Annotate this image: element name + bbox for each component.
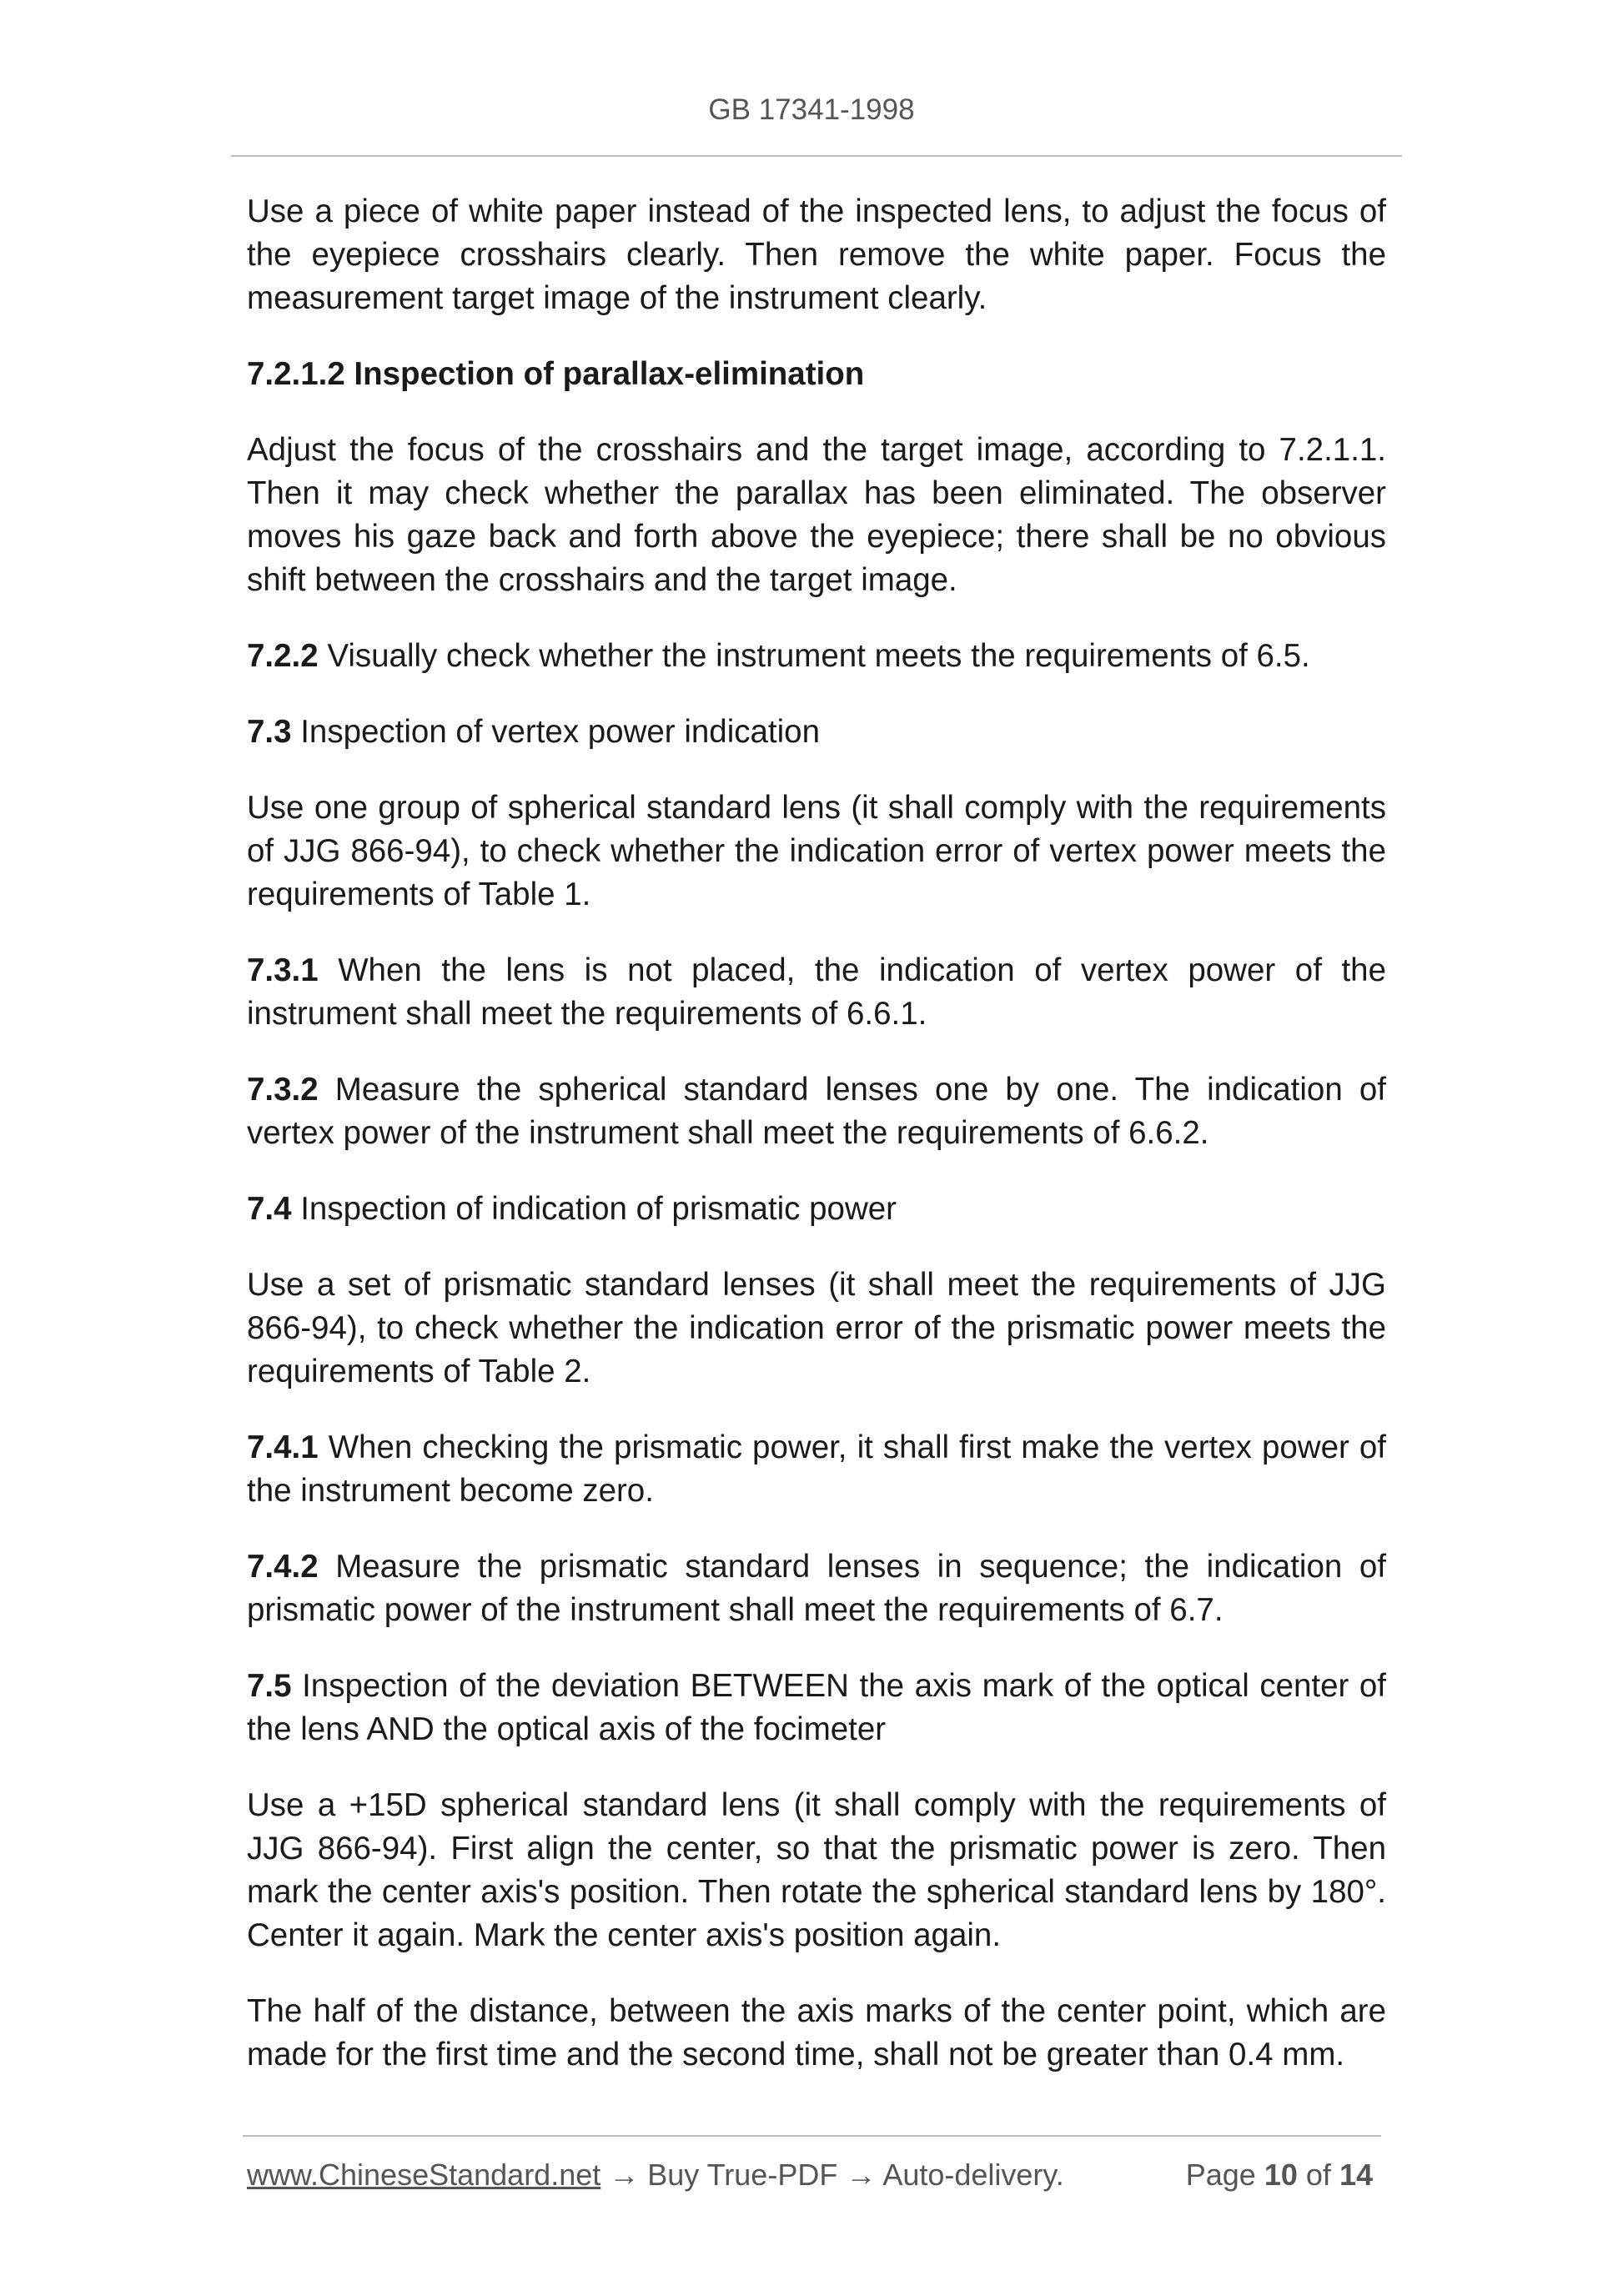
paragraph: Use a piece of white paper instead of the inspected lens, to adjust the focus of the eyepiece crosshairs clearly. Then remove the white paper. Focus the measurement target image of the instrument clearly. (247, 193, 1386, 316)
clause-text: Measure the prismatic standard lenses in sequence; the indication of prismatic power of the instrument shall meet the requirements of 6.7. (247, 1549, 1386, 1628)
document-id: GB 17341-1998 (708, 93, 915, 126)
of-label: of (1305, 2158, 1331, 2192)
clause-7-2-2 (247, 635, 1386, 678)
clause-number: 7.2.2 (247, 638, 319, 674)
clause-7-3-2 (247, 1068, 1386, 1155)
paragraph: Adjust the focus of the crosshairs and the target image, according to 7.2.1.1. Then it may check whether the parallax has been eliminated. The observer moves his gaze back and forth above the eyepiece; there shall be no obvious shift between the crosshairs and the target image. (247, 432, 1386, 598)
total-pages-number: 14 (1339, 2158, 1373, 2192)
page-label: Page (1185, 2158, 1256, 2192)
clause-text: When checking the prismatic power, it shall first make the vertex power of the instrument become zero. (247, 1429, 1386, 1509)
paragraph: Use a set of prismatic standard lenses (it shall meet the requirements of JJG 866-94), to check whether the indication error of the prismatic power meets the requirements of Table 2. (247, 1267, 1386, 1389)
clause-7-4-1 (247, 1426, 1386, 1513)
clause-number: 7.3.2 (247, 1072, 319, 1108)
section-heading-text: 7.2.1.2 Inspection of parallax-elimination (247, 356, 865, 392)
section-heading-7-2-1-2 (247, 353, 1386, 396)
clause-7-3-1 (247, 949, 1386, 1036)
clause-number: 7.4 (247, 1191, 292, 1227)
footer-divider (243, 2135, 1381, 2137)
page-footer (247, 2157, 1373, 2193)
footer-tagline: → Buy True-PDF → Auto-delivery. (600, 2158, 1064, 2192)
clause-number: 7.4.1 (247, 1429, 319, 1465)
document-body (247, 190, 1386, 2109)
paragraph: Use a +15D spherical standard lens (it shall comply with the requirements of JJG 866-94). First align the center, so that the prismatic power is zero. Then mark the center axis's position. Then rotate the spherical standard lens by 180°. Center it again. Mark the center axis's position again. (247, 1787, 1386, 1953)
header-divider (231, 155, 1402, 157)
paragraph: The half of the distance, between the axis marks of the center point, which are made for the first time and the second time, shall not be greater than 0.4 mm. (247, 1993, 1386, 2072)
clause-number: 7.3.1 (247, 952, 319, 988)
clause-text: Inspection of indication of prismatic power (291, 1191, 897, 1227)
clause-7-3 (247, 711, 1386, 754)
current-page-number: 10 (1264, 2158, 1298, 2192)
clause-text: Inspection of vertex power indication (291, 714, 820, 750)
clause-number: 7.4.2 (247, 1549, 319, 1585)
paragraph: Use one group of spherical standard lens (it shall comply with the requirements of JJG 866-94), to check whether the indication error of vertex power meets the requirements of Table 1. (247, 790, 1386, 912)
clause-text: When the lens is not placed, the indication of vertex power of the instrument shall meet the requirements of 6.6.1. (247, 952, 1386, 1032)
page-indicator (1186, 2157, 1373, 2193)
clause-text: Visually check whether the instrument meets the requirements of 6.5. (318, 638, 1310, 674)
clause-7-4-2 (247, 1545, 1386, 1632)
clause-text: Inspection of the deviation BETWEEN the axis mark of the optical center of the lens AND the optical axis of the focimeter (247, 1668, 1386, 1747)
clause-number: 7.5 (247, 1668, 292, 1704)
clause-7-4 (247, 1188, 1386, 1231)
clause-number: 7.3 (247, 714, 292, 750)
website-link[interactable]: www.ChineseStandard.net (247, 2158, 601, 2192)
clause-text: Measure the spherical standard lenses one by one. The indication of vertex power of the instrument shall meet the requirements of 6.6.2. (247, 1072, 1386, 1151)
document-header (0, 93, 1623, 127)
clause-7-5 (247, 1665, 1386, 1751)
